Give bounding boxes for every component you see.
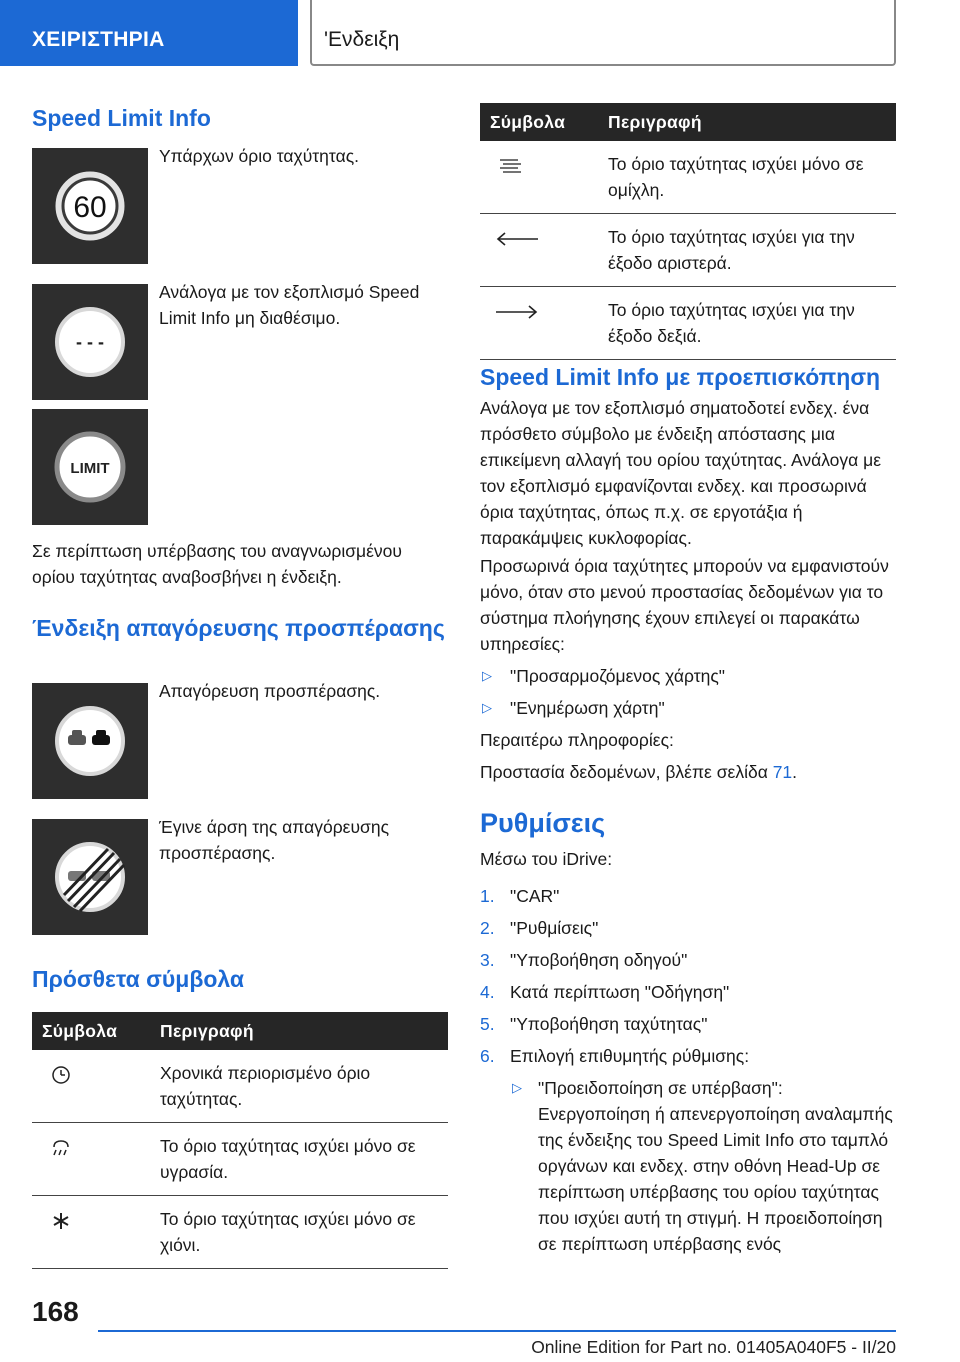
list-item: 6. Επιλογή επιθυμητής ρύθμισης: — [480, 1046, 750, 1066]
via-idrive: Μέσω του iDrive: — [480, 849, 613, 869]
service-item: ▷ "Προσαρμοζόμενος χάρτης" — [480, 663, 896, 689]
heading-speed-limit-info: Speed Limit Info — [32, 105, 211, 131]
symbols-table-continued — [480, 103, 896, 360]
svg-text:- - -: - - - — [76, 332, 104, 352]
page-link[interactable]: 71 — [772, 762, 793, 782]
sign-row-no-passing — [32, 683, 448, 799]
list-item: 5. "Υποβοήθηση ταχύτητας" — [480, 1014, 708, 1034]
sign-row-end-no-passing — [32, 819, 448, 935]
speed-limit-60-icon — [32, 148, 148, 264]
triangle-bullet-icon: ▷ — [482, 700, 492, 715]
table-row — [480, 214, 896, 287]
heading-no-passing: Ένδειξη απαγόρευσης προσπέρασης — [32, 615, 445, 641]
col-description-header: Περιγραφή — [152, 1012, 448, 1050]
triangle-bullet-icon: ▷ — [512, 1080, 522, 1095]
row-description: Το όριο ταχύτητας ισχύει μόνο σε υγρασία. — [152, 1123, 448, 1196]
sign-row-unavailable — [32, 284, 448, 400]
heading-preview: Speed Limit Info με προεπισκόπηση — [480, 364, 881, 390]
col-symbol-header: Σύμβολα — [32, 1012, 152, 1050]
footer-edition: Online Edition for Part no. 01405A040F5 - II/20 — [531, 1337, 896, 1357]
preview-paragraph-1: Ανάλογα με τον εξοπλισμό σηματοδοτεί ενδεχ. ένα πρόσθετο σύμβολο με ένδειξη απόστασης μια επικείμενη αλλαγή του ορίου ταχύτητας. Ανάλογα με τον εξοπλισμό εμφανίζονται ενδεχ. και προσωρινά όρια ταχύτητας, όπως π.χ. σε εργοτάξια ή παρακάμψεις κυκλοφορίας. — [480, 398, 882, 548]
service-item: ▷ "Ενημέρωση χάρτη" — [480, 695, 896, 721]
list-item: 1. "CAR" — [480, 886, 560, 906]
row-description: Το όριο ταχύτητας ισχύει μόνο σε ομίχλη. — [600, 141, 896, 214]
triangle-bullet-icon: ▷ — [482, 668, 492, 683]
sub-list-item: ▷ "Προειδοποίηση σε υπέρβαση": Ενεργοποίηση ή απενεργοποίηση αναλαμπής της ένδειξης του Speed Limit Info στο ταμπλό οργάνων και ενδεχ. στην οθόνη Head-Up σε περίπτωση υπέρβασης του ορίου ταχύτητας που ισχύει αυτή τη στιγμή. Η προειδοποίηση σε περίπτωση υπέρβασης ενός — [480, 1075, 896, 1257]
heading-settings: Ρυθμίσεις — [480, 808, 606, 838]
fog-icon — [494, 155, 524, 177]
snowflake-icon — [46, 1210, 76, 1232]
sign-text-end-no-passing: Έγινε άρση της απαγόρευσης προσπέρασης. — [159, 817, 390, 863]
footer-divider — [98, 1330, 896, 1332]
table-row — [480, 287, 896, 360]
data-protection-ref: Προστασία δεδομένων, βλέπε σελίδα 71. — [480, 762, 798, 782]
row-description: Το όριο ταχύτητας ισχύει για την έξοδο δεξιά. — [600, 287, 896, 360]
arrow-right-icon — [494, 301, 540, 323]
sign-text-no-passing: Απαγόρευση προσπέρασης. — [159, 681, 381, 701]
clock-icon — [46, 1064, 76, 1086]
no-passing-icon — [32, 683, 148, 799]
list-item: 4. Κατά περίπτωση "Οδήγηση" — [480, 982, 730, 1002]
steps-list — [480, 883, 896, 1257]
end-no-passing-icon — [32, 819, 148, 935]
sign-row-60 — [32, 148, 448, 264]
svg-text:LIMIT: LIMIT — [70, 460, 110, 477]
table-row — [32, 1123, 448, 1196]
row-description: Το όριο ταχύτητας ισχύει μόνο σε χιόνι. — [152, 1196, 448, 1269]
additional-symbols-table — [32, 1012, 448, 1269]
speed-limit-limit-icon — [32, 409, 148, 525]
sign-text-unavailable: Ανάλογα με τον εξοπλισμό Speed Limit Info μη διαθέσιμο. — [159, 282, 420, 328]
list-item: 2. "Ρυθμίσεις" — [480, 918, 599, 938]
page-number: 168 — [32, 1296, 79, 1327]
col-symbol-header: Σύμβολα — [480, 103, 600, 141]
row-description: Το όριο ταχύτητας ισχύει για την έξοδο αριστερά. — [600, 214, 896, 287]
col-description-header: Περιγραφή — [600, 103, 896, 141]
table-row — [480, 141, 896, 214]
row-description: Χρονικά περιορισμένο όριο ταχύτητας. — [152, 1050, 448, 1123]
header-section: ΧΕΙΡΙΣΤΗΡΙΑ — [0, 0, 298, 66]
exceeded-text: Σε περίπτωση υπέρβασης του αναγνωρισμένου ορίου ταχύτητας αναβοσβήνει η ένδειξη. — [32, 541, 402, 587]
heading-additional-symbols: Πρόσθετα σύμβολα — [32, 966, 245, 992]
preview-paragraph-2: Προσωρινά όρια ταχύτητες μπορούν να εμφανιστούν μόνο, όταν στο μενού προστασίας δεδομένων για το σύστημα πλοήγησης έχουν επιλεγεί οι παρακάτω υπηρεσίες: — [480, 556, 889, 654]
svg-text:60: 60 — [73, 191, 107, 224]
table-row — [32, 1196, 448, 1269]
table-row — [32, 1050, 448, 1123]
sign-row-limit — [32, 409, 448, 525]
list-item: 3. "Υποβοήθηση οδηγού" — [480, 950, 688, 970]
rain-icon — [46, 1137, 76, 1159]
header-topic: 'Ενδειξη — [310, 0, 896, 66]
more-info-label: Περαιτέρω πληροφορίες: — [480, 730, 674, 750]
speed-limit-unavailable-icon — [32, 284, 148, 400]
arrow-left-icon — [494, 228, 540, 250]
sign-text-60: Υπάρχων όριο ταχύτητας. — [159, 146, 359, 166]
